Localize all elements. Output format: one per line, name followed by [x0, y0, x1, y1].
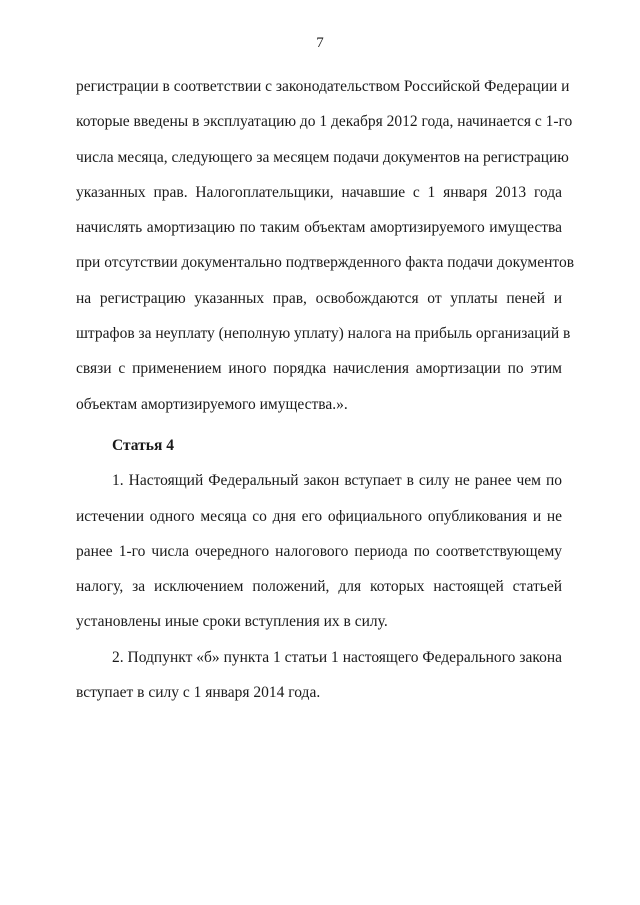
paragraph-line: вступает в силу с 1 января 2014 года. — [76, 684, 321, 702]
paragraph-line: ранее 1-го числа очередного налогового периода по соответствующему — [76, 542, 562, 560]
paragraph-line: 1. Настоящий Федеральный закон вступает в силу не ранее чем по — [112, 472, 562, 490]
paragraph-line: 2. Подпункт «б» пункта 1 статьи 1 настоящего Федерального закона — [112, 648, 562, 666]
paragraph-line: связи с применением иного порядка начисления амортизации по этим — [76, 360, 562, 378]
paragraph-line: которые введены в эксплуатацию до 1 декабря 2012 года, начинается с 1-го — [76, 113, 573, 131]
page-number: 7 — [316, 35, 324, 51]
paragraph-line: начислять амортизацию по таким объектам амортизируемого имущества — [76, 219, 562, 237]
paragraph-line: налогу, за исключением положений, для которых настоящей статьей — [76, 578, 562, 596]
article-clause-1 — [76, 463, 562, 639]
paragraph-line: штрафов за неуплату (неполную уплату) налога на прибыль организаций в — [76, 325, 571, 343]
paragraph-line: объектам амортизируемого имущества.». — [76, 395, 348, 413]
paragraph-line: при отсутствии документально подтвержденного факта подачи документов — [76, 254, 575, 272]
paragraph-line: истечении одного месяца со дня его официального опубликования и не — [76, 507, 562, 525]
paragraph-line: указанных прав. Налогоплательщики, начавшие с 1 января 2013 года — [76, 183, 562, 201]
paragraph-line: регистрации в соответствии с законодательством Российской Федерации и — [76, 78, 570, 95]
paragraph-line: на регистрацию указанных прав, освобождаются от уплаты пеней и — [76, 289, 562, 307]
paragraph-line: числа месяца, следующего за месяцем подачи документов на регистрацию — [76, 148, 569, 166]
paragraph-continuation — [76, 69, 575, 422]
paragraph-line: установлены иные сроки вступления их в силу. — [76, 613, 388, 631]
article-clause-2 — [76, 640, 562, 711]
document-body — [76, 69, 575, 710]
article-heading: Статья 4 — [112, 436, 174, 454]
